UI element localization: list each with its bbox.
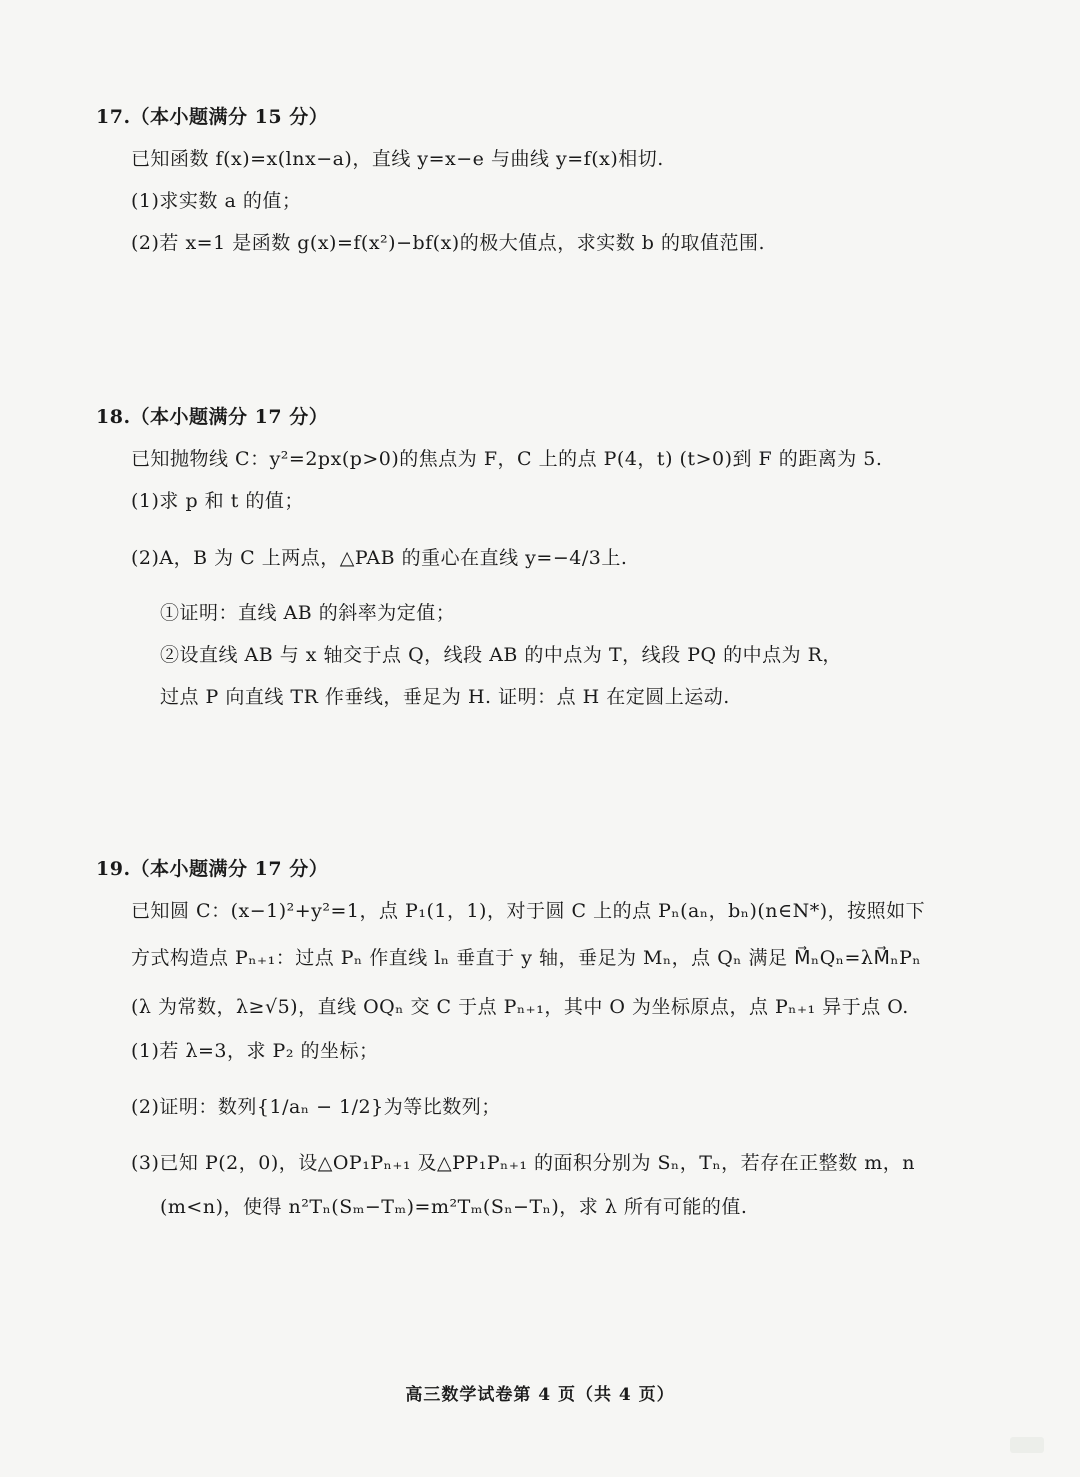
q17-stem: 已知函数 f(x)=x(lnx−a)，直线 y=x−e 与曲线 y=f(x)相切.	[131, 148, 664, 170]
q17-part1: (1)求实数 a 的值；	[131, 190, 302, 212]
q19-part2: (2)证明：数列{1/aₙ − 1/2}为等比数列；	[131, 1096, 501, 1118]
q18-heading: 18.（本小题满分 17 分）	[96, 406, 329, 428]
q17-part2: (2)若 x=1 是函数 g(x)=f(x²)−bf(x)的极大值点，求实数 b 的取值范围.	[131, 232, 766, 254]
q19-stem-1: 已知圆 C：(x−1)²+y²=1，点 P₁(1，1)，对于圆 C 上的点 Pₙ(aₙ，bₙ)(n∈N*)，按照如下	[131, 900, 926, 922]
q17-heading: 17.（本小题满分 15 分）	[96, 106, 329, 128]
q18-stem: 已知抛物线 C：y²=2px(p>0)的焦点为 F，C 上的点 P(4，t) (t>0)到 F 的距离为 5.	[131, 448, 883, 470]
q19-stem-3: (λ 为常数，λ≥√5)，直线 OQₙ 交 C 于点 Pₙ₊₁，其中 O 为坐标原点，点 Pₙ₊₁ 异于点 O.	[131, 996, 909, 1018]
q19-part3: (3)已知 P(2，0)，设△OP₁Pₙ₊₁ 及△PP₁Pₙ₊₁ 的面积分别为 Sₙ，Tₙ，若存在正整数 m，n	[131, 1152, 915, 1174]
q19-stem-2: 方式构造点 Pₙ₊₁：过点 Pₙ 作直线 lₙ 垂直于 y 轴，垂足为 Mₙ，点 Qₙ 满足 M⃗ₙQₙ=λM⃗ₙPₙ	[131, 947, 922, 969]
q18-part2-sub2-cont: 过点 P 向直线 TR 作垂线，垂足为 H. 证明：点 H 在定圆上运动.	[160, 686, 730, 708]
corner-watermark	[1010, 1437, 1044, 1453]
q18-part1: (1)求 p 和 t 的值；	[131, 490, 304, 512]
q19-heading: 19.（本小题满分 17 分）	[96, 858, 329, 880]
q18-part2: (2)A，B 为 C 上两点，△PAB 的重心在直线 y=−4/3上.	[131, 547, 628, 569]
page-footer: 高三数学试卷第 4 页（共 4 页）	[405, 1385, 675, 1405]
q19-part1: (1)若 λ=3，求 P₂ 的坐标；	[131, 1040, 379, 1062]
q19-part3-cont: (m<n)，使得 n²Tₙ(Sₘ−Tₘ)=m²Tₘ(Sₙ−Tₙ)，求 λ 所有可能的值.	[160, 1196, 748, 1218]
q18-part2-sub1: ①证明：直线 AB 的斜率为定值；	[160, 602, 456, 624]
q18-part2-sub2: ②设直线 AB 与 x 轴交于点 Q，线段 AB 的中点为 T，线段 PQ 的中点为 R，	[160, 644, 842, 666]
